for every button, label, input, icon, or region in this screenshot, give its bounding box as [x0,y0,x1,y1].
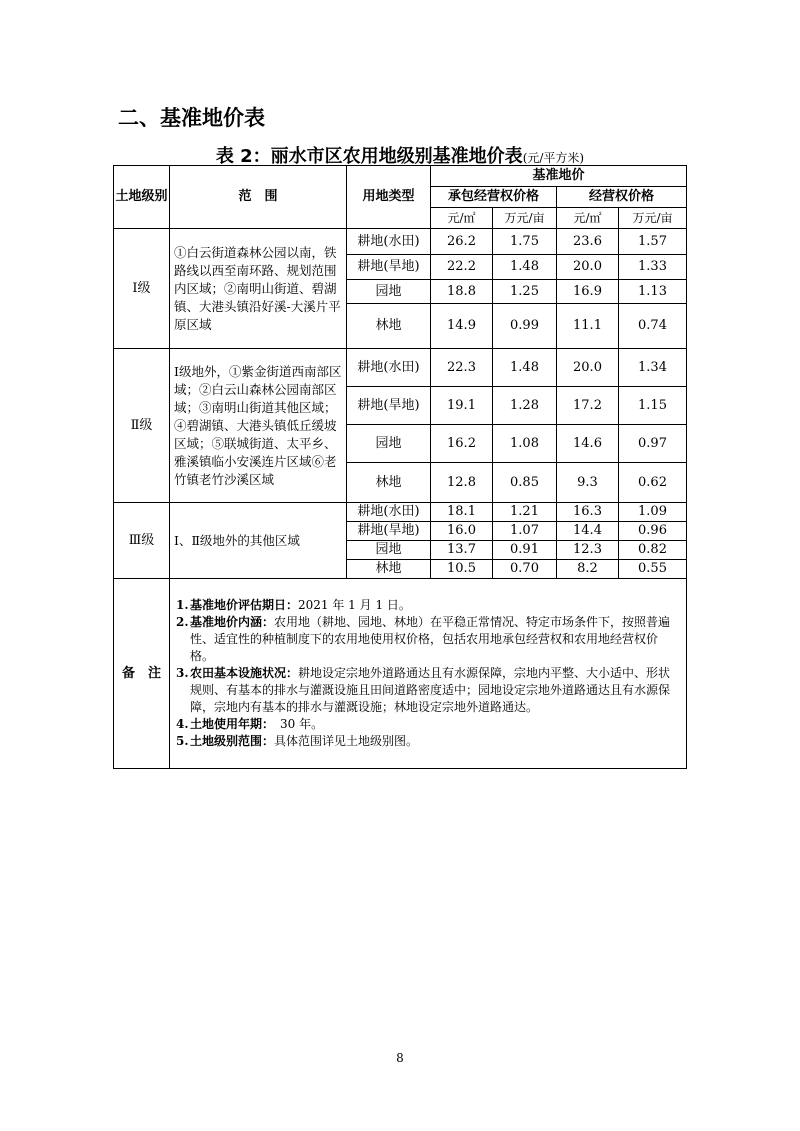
contract-m2-cell: 22.3 [431,349,493,387]
operating-mu-cell: 0.74 [619,304,687,349]
note-key: 土地级别范围： [190,734,275,748]
note-number: 1. [176,598,189,612]
use-type-cell: 耕地(旱地) [347,522,431,541]
note-text: 具体范围详见土地级别图。 [274,734,419,748]
note-text: 2021 年 1 月 1 日。 [298,598,411,612]
operating-mu-cell: 1.09 [619,503,687,522]
contract-m2-cell: 16.2 [431,425,493,463]
use-type-cell: 耕地(水田) [347,229,431,255]
note-item [176,716,680,733]
note-text: 农用地（耕地、园地、林地）在平稳正常情况、特定市场条件下，按照普遍性、适宜性的种植制度下的农用地使用权价格，包括农用地承包经营权和农用地经营权价格。 [190,615,671,663]
note-number: 4. [176,717,189,731]
use-type-cell: 耕地(水田) [347,503,431,522]
contract-mu-cell: 0.85 [493,463,557,503]
contract-mu-cell: 1.08 [493,425,557,463]
page-number: 8 [396,1051,404,1065]
note-key: 土地使用年期： [190,717,269,731]
table-title: 表 2：丽水市区农用地级别基准地价表 [215,146,523,167]
contract-mu-cell: 1.48 [493,349,557,387]
note-key: 基准地价评估期日： [190,598,299,612]
contract-m2-cell: 16.0 [431,522,493,541]
note-item [176,733,680,750]
note-item [176,614,680,665]
contract-mu-cell: 1.07 [493,522,557,541]
use-type-cell: 园地 [347,541,431,560]
contract-m2-cell: 18.1 [431,503,493,522]
contract-m2-cell: 13.7 [431,541,493,560]
header-use-type: 用地类型 [347,166,431,229]
note-number: 5. [176,734,189,748]
grade-cell: Ⅰ级 [114,229,170,349]
contract-m2-cell: 26.2 [431,229,493,255]
header-contract-right: 承包经营权价格 [431,187,557,208]
operating-m2-cell: 23.6 [557,229,619,255]
contract-mu-cell: 1.25 [493,280,557,304]
operating-m2-cell: 20.0 [557,349,619,387]
grade-cell: Ⅲ级 [114,503,170,579]
section-heading: 二、基准地价表 [118,106,265,130]
header-operating-right: 经营权价格 [557,187,687,208]
notes-cell [170,579,687,769]
contract-mu-cell: 1.21 [493,503,557,522]
use-type-cell: 园地 [347,280,431,304]
use-type-cell: 园地 [347,425,431,463]
operating-m2-cell: 16.3 [557,503,619,522]
unit-contract-mu: 万元/亩 [493,208,557,229]
unit-operating-mu: 万元/亩 [619,208,687,229]
operating-mu-cell: 0.97 [619,425,687,463]
operating-m2-cell: 11.1 [557,304,619,349]
price-table [113,165,687,769]
operating-m2-cell: 14.6 [557,425,619,463]
operating-m2-cell: 17.2 [557,387,619,425]
operating-mu-cell: 1.13 [619,280,687,304]
range-cell: Ⅰ、Ⅱ级地外的其他区域 [170,503,347,579]
use-type-cell: 林地 [347,304,431,349]
note-key: 农田基本设施状况： [190,666,299,680]
unit-operating-m2: 元/㎡ [557,208,619,229]
use-type-cell: 林地 [347,463,431,503]
table-unit: (元/平方米) [522,151,585,165]
operating-m2-cell: 8.2 [557,560,619,579]
contract-m2-cell: 22.2 [431,255,493,280]
operating-m2-cell: 12.3 [557,541,619,560]
operating-mu-cell: 0.82 [619,541,687,560]
operating-m2-cell: 9.3 [557,463,619,503]
operating-m2-cell: 20.0 [557,255,619,280]
header-grade: 土地级别 [114,166,170,229]
header-range: 范 围 [170,166,347,229]
unit-contract-m2: 元/㎡ [431,208,493,229]
operating-mu-cell: 0.96 [619,522,687,541]
contract-m2-cell: 19.1 [431,387,493,425]
contract-mu-cell: 0.70 [493,560,557,579]
notes-label: 备 注 [114,579,170,769]
note-number: 2. [176,615,189,629]
contract-m2-cell: 12.8 [431,463,493,503]
range-cell: Ⅰ级地外，①紫金街道西南部区域；②白云山森林公园南部区域；③南明山街道其他区域；④碧湖镇、大港头镇低丘缓坡区域；⑤联城街道、太平乡、雅溪镇临小安溪连片区域⑥老竹镇老竹沙溪区域 [170,349,347,503]
contract-m2-cell: 10.5 [431,560,493,579]
use-type-cell: 耕地(水田) [347,349,431,387]
operating-mu-cell: 0.62 [619,463,687,503]
use-type-cell: 林地 [347,560,431,579]
note-number: 3. [176,666,189,680]
note-item [176,665,680,716]
contract-mu-cell: 1.75 [493,229,557,255]
operating-mu-cell: 1.33 [619,255,687,280]
operating-m2-cell: 14.4 [557,522,619,541]
note-text: 耕地设定宗地外道路通达且有水源保障，宗地内平整、大小适中、形状规则、有基本的排水与灌溉设施且田间道路密度适中；园地设定宗地外道路通达且有水源保障，宗地内有基本的排水与灌溉设施；林地设定宗地外道路通达。 [190,666,671,714]
contract-m2-cell: 18.8 [431,280,493,304]
use-type-cell: 耕地(旱地) [347,255,431,280]
note-item [176,597,680,614]
operating-m2-cell: 16.9 [557,280,619,304]
contract-mu-cell: 0.91 [493,541,557,560]
operating-mu-cell: 1.15 [619,387,687,425]
operating-mu-cell: 1.34 [619,349,687,387]
note-text: 30 年。 [268,717,324,731]
header-base-price: 基准地价 [431,166,687,187]
operating-mu-cell: 1.57 [619,229,687,255]
note-key: 基准地价内涵： [190,615,275,629]
contract-m2-cell: 14.9 [431,304,493,349]
contract-mu-cell: 1.48 [493,255,557,280]
range-cell: ①白云街道森林公园以南，铁路线以西至南环路、规划范围内区域；②南明山街道、碧湖镇、大港头镇沿好溪-大溪片平原区域 [170,229,347,349]
contract-mu-cell: 1.28 [493,387,557,425]
operating-mu-cell: 0.55 [619,560,687,579]
use-type-cell: 耕地(旱地) [347,387,431,425]
contract-mu-cell: 0.99 [493,304,557,349]
grade-cell: Ⅱ级 [114,349,170,503]
